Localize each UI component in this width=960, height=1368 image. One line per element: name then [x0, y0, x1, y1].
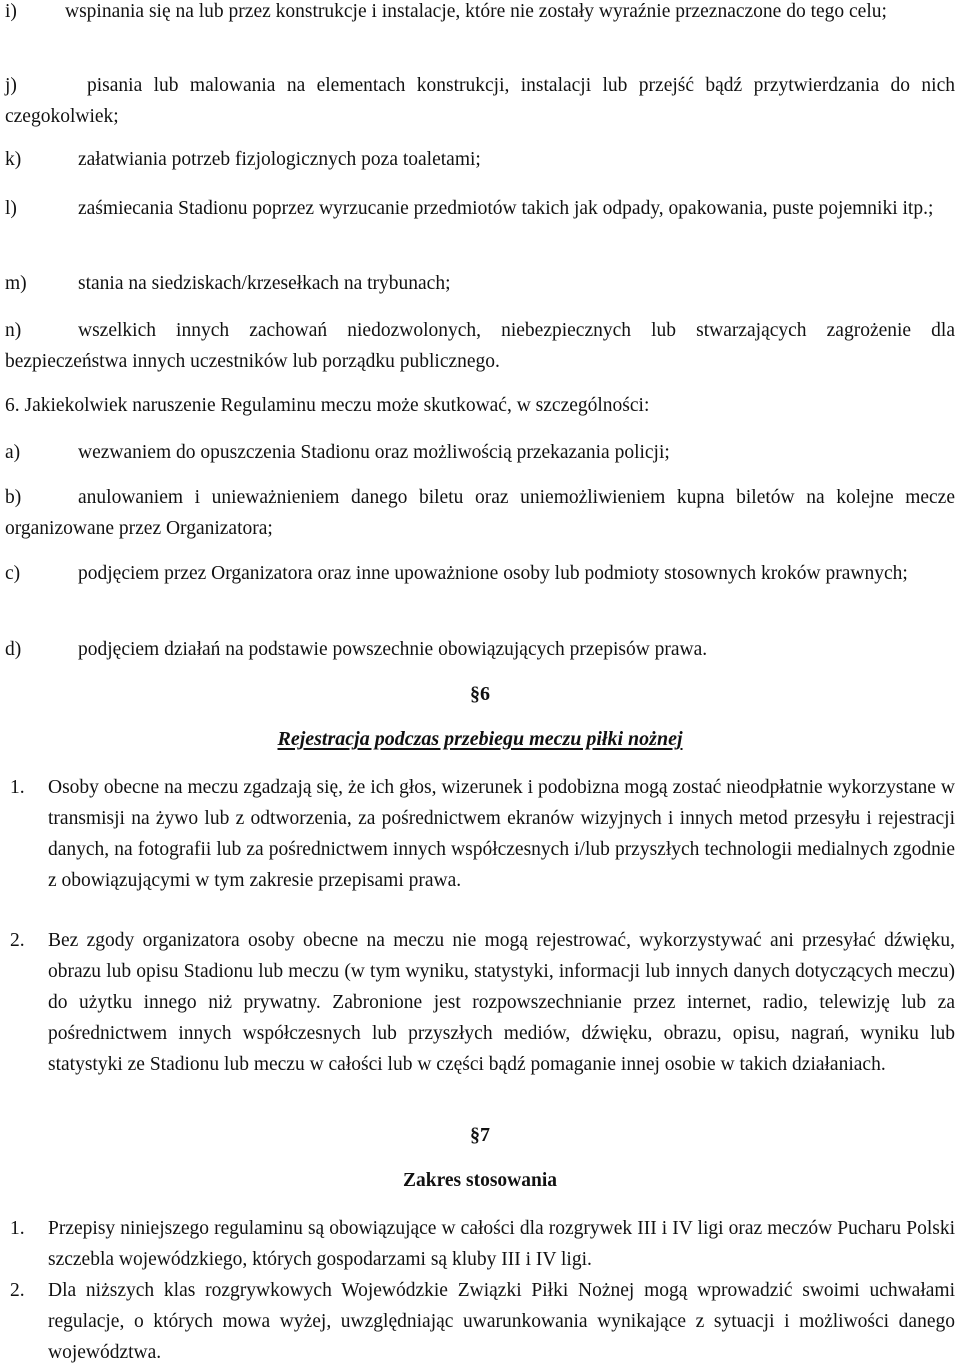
list-item-j — [5, 70, 955, 132]
point6-item-b — [5, 482, 955, 544]
point6-item-a — [5, 437, 955, 468]
list-text: wspinania się na lub przez konstrukcje i instalacje, które nie zostały wyraźnie przeznaczone do tego celu; — [65, 1, 887, 22]
section7-item-1 — [10, 1213, 955, 1275]
point6-item-c — [5, 558, 955, 589]
list-label: a) — [5, 442, 21, 463]
section6-item-1 — [10, 772, 955, 896]
section7-item-2 — [10, 1275, 955, 1368]
list-label: c) — [5, 563, 21, 584]
list-label: d) — [5, 639, 22, 660]
list-label: k) — [5, 149, 22, 170]
item-text: Bez zgody organizatora osoby obecne na meczu nie mogą rejestrować, wykorzystywać ani przesyłać dźwięku, obrazu lub opisu Stadionu lub meczu (w tym wyniku, statystyki, informacji lub innych danych dotyczących meczu) do użytku innego niż prywatny. Zabronione jest rozpowszechnianie przez internet, radio, telewizję lub za pośrednictwem innych współczesnych lub przyszłych mediów, dźwięku, obrazu, opisu, nagrań, wyniku lub statystyki ze Stadionu lub meczu w całości lub w części bądź pomaganie innej osobie w takich działaniach. — [48, 930, 955, 1075]
list-item-n — [5, 315, 955, 377]
section-sign-6: §6 — [470, 683, 490, 705]
list-text: wezwaniem do opuszczenia Stadionu oraz możliwością przekazania policji; — [78, 442, 670, 463]
list-label: m) — [5, 273, 27, 294]
section-sign-7: §7 — [470, 1124, 490, 1146]
item-text: Osoby obecne na meczu zgadzają się, że ich głos, wizerunek i podobizna mogą zostać nieodpłatnie wykorzystane w transmisji na żywo lub z odtworzenia, za pośrednictwem ekranów wizyjnych i innych metod przesyłu i rejestracji danych, na fotografii lub za pośrednictwem innych współczesnych i/lub przyszłych technologii medialnych zgodnie z obowiązującymi w tym zakresie przepisami prawa. — [48, 777, 955, 891]
list-item-l — [5, 193, 955, 224]
list-text: zaśmiecania Stadionu poprzez wyrzucanie przedmiotów takich jak odpady, opakowania, puste pojemniki itp.; — [78, 198, 934, 219]
list-item-i — [5, 0, 955, 27]
item-text: Przepisy niniejszego regulaminu są obowiązujące w całości dla rozgrywek III i IV ligi oraz meczów Pucharu Polski szczebla wojewódzkiego, których gospodarzami są kluby III i IV ligi. — [48, 1218, 955, 1270]
point6-item-d — [5, 634, 955, 665]
list-text: wszelkich innych zachowań niedozwolonych, niebezpiecznych lub stwarzających zagrożenie dla bezpieczeństwa innych uczestników lub porządku publicznego. — [5, 320, 955, 372]
list-text: anulowaniem i unieważnieniem danego biletu oraz uniemożliwieniem kupna biletów na kolejne mecze organizowane przez Organizatora; — [5, 487, 955, 539]
list-label: l) — [5, 198, 17, 219]
list-text: załatwiania potrzeb fizjologicznych poza toaletami; — [78, 149, 481, 170]
section-7-title: Zakres stosowania — [402, 1170, 558, 1191]
item-number: 1. — [10, 1218, 25, 1239]
list-text: podjęciem działań na podstawie powszechnie obowiązujących przepisów prawa. — [78, 639, 708, 660]
section-6-title: Rejestracja podczas przebiegu meczu piłki nożnej — [277, 728, 683, 750]
item-number: 2. — [10, 930, 25, 951]
point-6: 6. Jakiekolwiek naruszenie Regulaminu meczu może skutkować, w szczególności: — [5, 395, 650, 416]
list-label: b) — [5, 487, 22, 508]
list-text: stania na siedziskach/krzesełkach na trybunach; — [78, 273, 451, 294]
list-item-m — [5, 268, 955, 299]
list-label: n) — [5, 320, 22, 341]
item-number: 1. — [10, 777, 25, 798]
list-label: j) — [5, 75, 17, 96]
list-text: podjęciem przez Organizatora oraz inne upoważnione osoby lub podmioty stosownych kroków prawnych; — [78, 563, 908, 584]
list-item-k — [5, 144, 955, 175]
list-text: pisania lub malowania na elementach konstrukcji, instalacji lub przejść bądź przytwierdzania do nich czegokolwiek; — [5, 75, 955, 127]
list-label: i) — [5, 1, 17, 22]
section6-item-2 — [10, 925, 955, 1080]
item-text: Dla niższych klas rozgrywkowych Wojewódzkie Związki Piłki Nożnej mogą wprowadzić swoimi uchwałami regulacje, o których mowa wyżej, uwzględniając uwarunkowania wynikające z sytuacji i możliwości danego województwa. — [48, 1280, 955, 1363]
item-number: 2. — [10, 1280, 25, 1301]
